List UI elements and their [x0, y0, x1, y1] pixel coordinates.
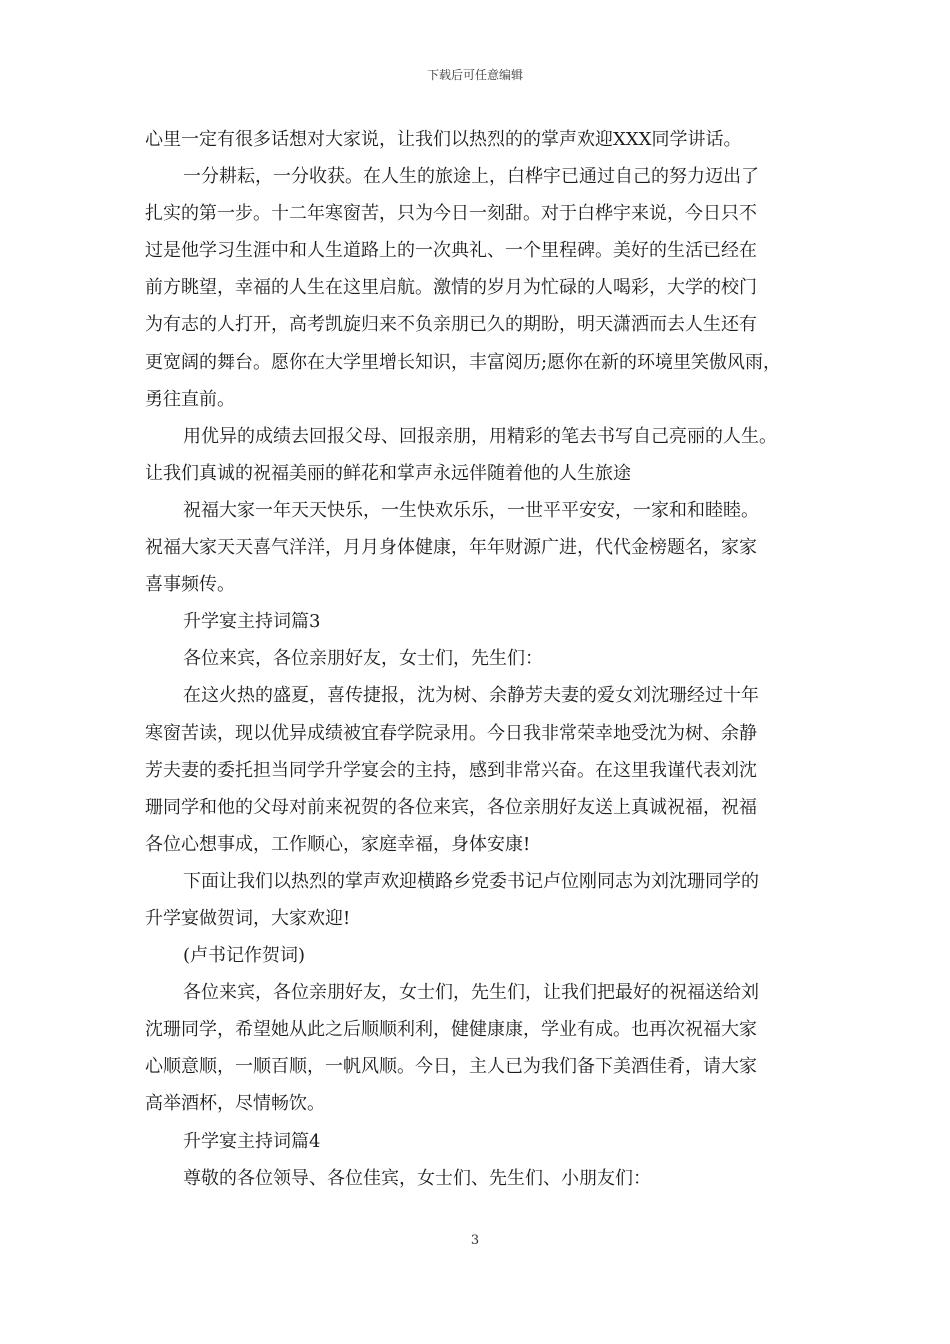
text-line: (卢书记作贺词) — [183, 945, 306, 967]
text-line: 心顺意顺，一顺百顺，一帆风顺。今日，主人已为我们备下美酒佳肴，请大家 — [145, 1056, 757, 1078]
page-number: 3 — [470, 1233, 480, 1248]
text-line: 下面让我们以热烈的掌声欢迎横路乡党委书记卢位刚同志为刘沈珊同学的 — [183, 870, 759, 892]
text-line: 寒窗苦读，现以优异成绩被宜春学院录用。今日我非常荣幸地受沈为树、余静 — [145, 722, 757, 744]
text-line: 升学宴做贺词，大家欢迎! — [145, 907, 351, 929]
text-line: 为有志的人打开，高考凯旋归来不负亲朋已久的期盼，明天潇洒而去人生还有 — [145, 314, 757, 336]
text-line: 过是他学习生涯中和人生道路上的一次典礼、一个里程碑。美好的生活已经在 — [145, 240, 757, 262]
text-line: 芳夫妻的委托担当同学升学宴会的主持，感到非常兴奋。在这里我谨代表刘沈 — [145, 759, 757, 781]
text-line: 让我们真诚的祝福美丽的鲜花和掌声永远伴随着他的人生旅途 — [145, 462, 631, 484]
page-header: 下载后可任意编辑 — [426, 68, 523, 82]
document-body — [145, 121, 809, 1197]
text-line: 一分耕耘，一分收获。在人生的旅途上，白桦宇已通过自己的努力迈出了 — [183, 166, 759, 188]
text-line: 在这火热的盛夏，喜传捷报，沈为树、余静芳夫妻的爱女刘沈珊经过十年 — [183, 685, 759, 707]
text-line: 祝福大家一年天天快乐，一生快欢乐乐，一世平平安安，一家和和睦睦。 — [183, 499, 759, 521]
text-line: 前方眺望，幸福的人生在这里启航。激情的岁月为忙碌的人喝彩，大学的校门 — [145, 277, 757, 299]
text-line: 祝福大家天天喜气洋洋，月月身体健康，年年财源广进，代代金榜题名，家家 — [145, 537, 757, 559]
text-line: 各位来宾，各位亲朋好友，女士们，先生们： — [183, 648, 543, 670]
text-line: 勇往直前。 — [145, 388, 235, 410]
text-line: 喜事频传。 — [145, 574, 235, 596]
text-line: 更宽阔的舞台。愿你在大学里增长知识，丰富阅历;愿你在新的环境里笑傲风雨， — [145, 351, 782, 373]
text-line: 扎实的第一步。十二年寒窗苦，只为今日一刻甜。对于白桦宇来说，今日只不 — [145, 203, 757, 225]
text-line: 升学宴主持词篇3 — [183, 611, 321, 633]
text-line: 各位来宾，各位亲朋好友，女士们，先生们，让我们把最好的祝福送给刘 — [183, 982, 759, 1004]
text-line: 高举酒杯，尽情畅饮。 — [145, 1093, 325, 1115]
text-line: 升学宴主持词篇4 — [183, 1130, 321, 1152]
text-line: 用优异的成绩去回报父母、回报亲朋，用精彩的笔去书写自己亮丽的人生。 — [183, 425, 777, 447]
text-line: 沈珊同学，希望她从此之后顺顺利利，健健康康，学业有成。也再次祝福大家 — [145, 1019, 757, 1041]
text-line: 各位心想事成，工作顺心，家庭幸福，身体安康! — [145, 833, 531, 855]
text-line: 尊敬的各位领导、各位佳宾，女士们、先生们、小朋友们： — [183, 1167, 651, 1189]
text-line: 珊同学和他的父母对前来祝贺的各位来宾，各位亲朋好友送上真诚祝福，祝福 — [145, 796, 757, 818]
text-line: 心里一定有很多话想对大家说，让我们以热烈的的掌声欢迎XXX同学讲话。 — [145, 129, 742, 150]
